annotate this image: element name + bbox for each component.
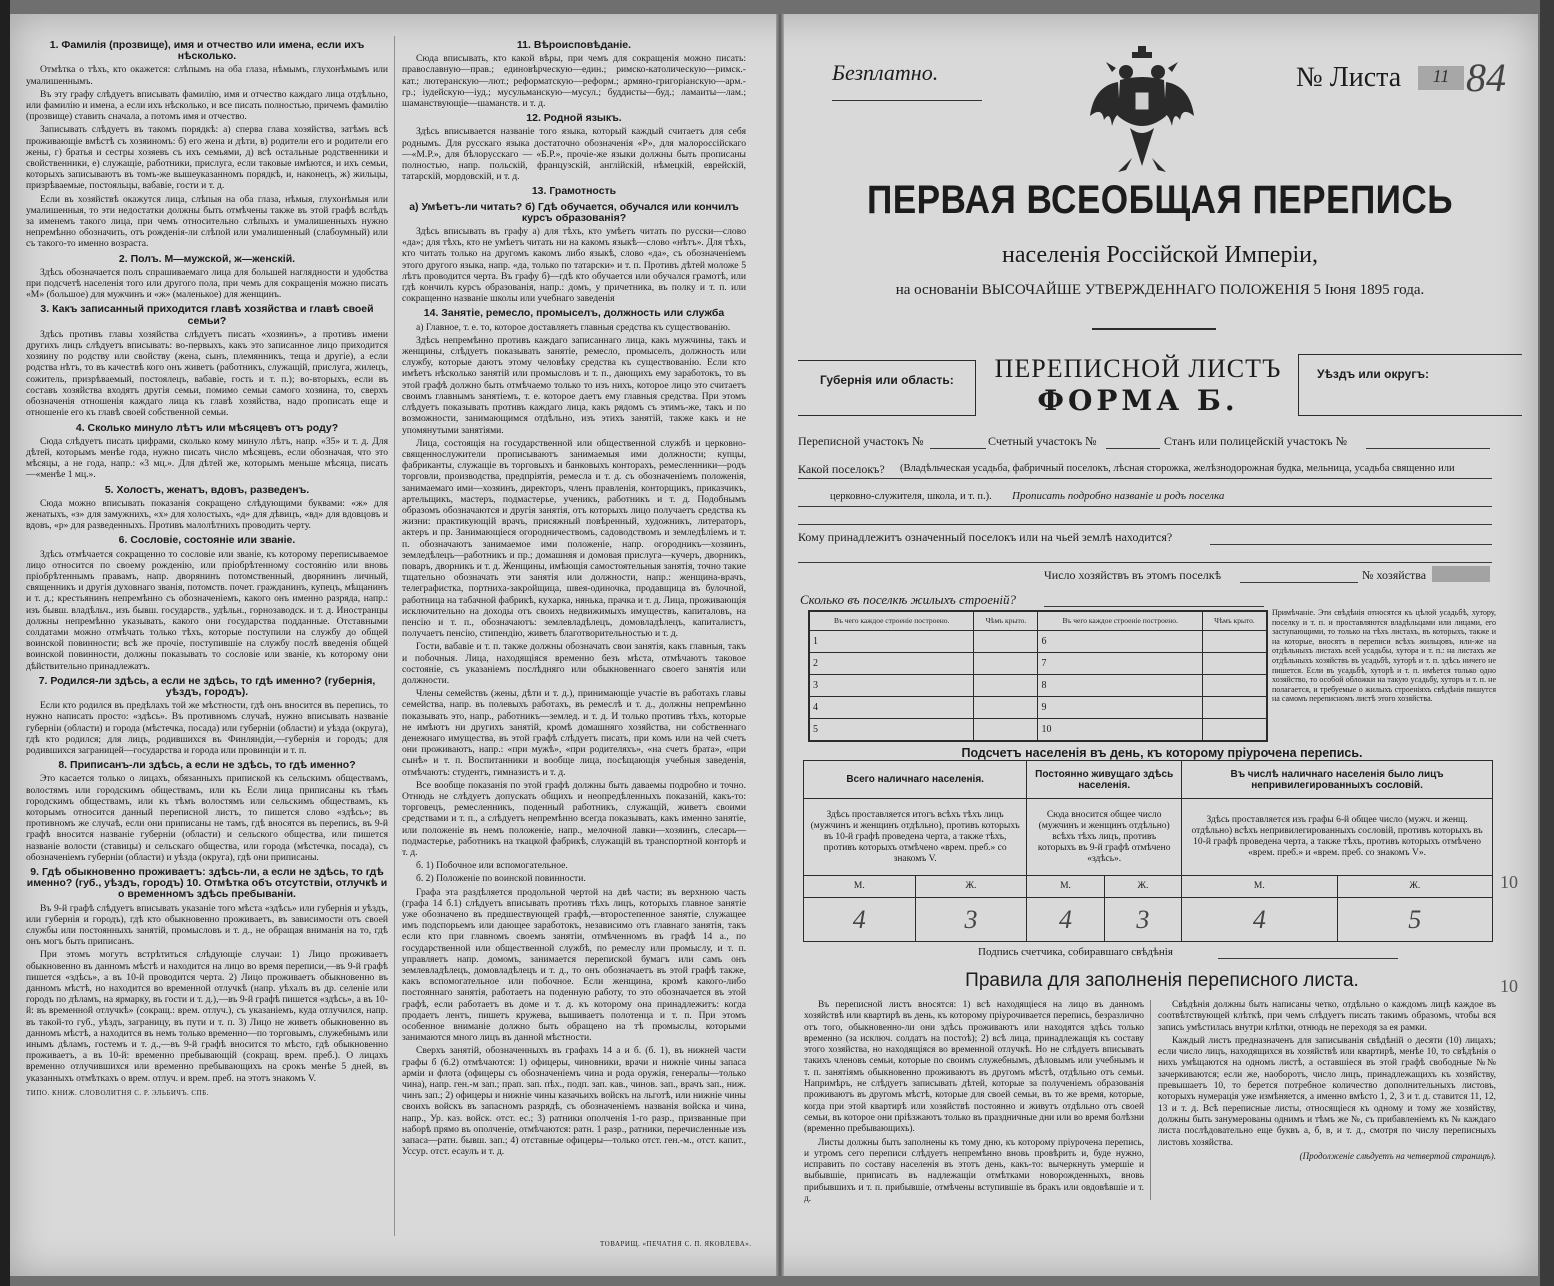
instruction-paragraph: Если въ хозяйствѣ окажутся лица, слѣпыя на оба глаза, нѣмыя, глухонѣмыя или умалишенныя, то эти недостатки должны быть отмѣчены также въ этой графѣ вслѣдъ за именемъ такого лица, при чемъ относительно слѣпыхъ и умалишенныхъ нужно непремѣнно обозначить, отъ рожденія-ли слѣпой или умалишенный (слабоумный) или съ такого-то именно возраста. — [26, 193, 388, 250]
rules-paragraph: Свѣдѣнія должны быть написаны четко, отдѣльно о каждомъ лицѣ каждое въ соотвѣтствующей клѣткѣ, при чемъ слѣдуетъ писать такимъ образомъ, чтобы вся запись умѣстилась внутри клѣтки, отнюдь не переходя за ея рамки. — [1158, 1000, 1496, 1033]
printer-imprint: ТОВАРИЩ. «ПЕЧАТНЯ С. П. ЯКОВЛЕВА». — [600, 1240, 752, 1248]
settlement-field-2[interactable] — [798, 524, 1492, 525]
instructions-column-1 — [26, 36, 388, 1101]
settlement-hint-2: церковно-служителя, школа, и т. п.). — [830, 491, 992, 502]
present-female-value[interactable]: 3 — [915, 897, 1027, 941]
sheet-number-value: 11 — [1418, 66, 1464, 90]
settlement-hint-3: Прописать подробно названіе и родъ поселка — [1012, 490, 1225, 502]
building-row: 1 — [810, 631, 974, 653]
instruction-paragraph: Все вообще показанія по этой графѣ должны быть даваемы подробно и точно. Отнюдь не слѣдуетъ допускать общихъ и неопредѣленныхъ показаній, какъ-то: торговецъ, ремесленникъ, поденный работникъ, служащій, живетъ своими средствами и т. п., а слѣдуетъ непремѣнно всегда показывать, какъ именно занятіе, или положеніе въ немъ положеніе, напр., мелочной лавки—хозяинъ, слесарь—подмастерье, работникъ на ткацкой фабрикѣ, служащій въ транспортной конторѣ и т. д. — [402, 779, 746, 859]
building-roof-cell[interactable] — [1202, 675, 1266, 697]
section-heading: 14. Занятіе, ремесло, промыселъ, должность или служба — [423, 307, 725, 320]
building-roof-cell[interactable] — [1202, 631, 1266, 653]
female-label: Ж. — [1104, 876, 1181, 898]
section-heading: 11. Вѣроисповѣданіе. — [516, 39, 632, 51]
section-heading: 7. Родился-ли здѣсь, а если не здѣсь, то гдѣ именно? (губернія, уѣздъ, городъ). — [38, 674, 376, 698]
building-row: 2 — [810, 653, 974, 675]
instruction-paragraph: Здѣсь вписывается названіе того языка, который каждый считаетъ для себя роднымъ. Для русскаго языка достаточно обозначенія «Р», для малороссійскаго—«М.Р.», для бѣлорусскаго — «Б.Р.», прочіе-же языки должны быть прописаны полностью, напр. польскій, французскій, англійскій, нѣмецкій, еврейскій, татарскій, мордовскій, и т. д. — [402, 126, 746, 183]
free-label: Безплатно. — [832, 60, 982, 101]
rules-right-column — [1158, 1000, 1496, 1162]
buildings-header-material: Въ чего каждое строеніе построено. — [810, 612, 974, 631]
instruction-paragraph: б. 2) Положеніе по воинской повинности. — [416, 873, 586, 885]
instruction-paragraph: Въ 9-й графѣ слѣдуетъ вписывать указаніе того мѣста «здѣсь» или губернія и уѣздъ, или губернія и городъ), гдѣ кто обыкновенно проживаетъ, въ зависимости отъ своей службы или постоянныхъ занятій, промысловъ и т. д., не обращая вниманія на то, гдѣ онъ могъ быть приписанъ. — [26, 902, 388, 948]
building-row: 5 — [810, 719, 974, 741]
section-heading: 2. Полъ. М—мужской, ж—женскій. — [118, 252, 296, 265]
instruction-paragraph: Сюда можно вписывать показанія сокращено слѣдующими буквами: «ж» для женатыхъ, «з» для замужнихъ, «х» для холостыхъ, «д» для дѣвицъ, «вд» для вдовцовъ и вдовъ, «р» для разведенныхъ. Противъ малолѣтнихъ проводить черту. — [26, 497, 388, 532]
province-field[interactable]: Губернія или область: — [798, 360, 976, 416]
instruction-paragraph: Члены семействъ (жены, дѣти и т. д.), принимающіе участіе въ работахъ главы семейства, напр. въ полевыхъ работахъ, въ ремеслѣ и т. д., должны непремѣнно показывать это, напр., работникъ—землед. и т. д. И только противъ тѣхъ, которые не имѣютъ ни другихъ занятій, кромѣ домашняго хозяйства, ни собственнаго денежнаго имущества, въ этой графѣ слѣдуетъ писать, при комъ или на чей счетъ они проживаютъ, напр.: «при мужѣ», «при родителяхъ», «на счетъ брата», «при сынѣ» и т. п. Воспитанники и вообще лица, посѣщающія учебныя заведенія, отмѣчаютъ: студентъ, гимназистъ и т. д. — [402, 688, 746, 778]
building-roof-cell[interactable] — [974, 719, 1038, 741]
rules-heading: Правила для заполненія переписного листа. — [965, 970, 1359, 991]
continued-note: (Продолженіе слѣдуетъ на четвертой страницѣ). — [1299, 1150, 1496, 1161]
building-row: 4 — [810, 697, 974, 719]
population-count-heading: Подсчетъ населенія въ день, къ которому пріурочена перепись. — [961, 746, 1363, 760]
printer-imprint: ТИПО. КНИЖ. СЛОВОЛИТНЯ С. Р. ЭЛЬБИЧЪ. СПБ. — [26, 1088, 209, 1097]
rules-paragraph: Каждый листъ предназначенъ для записыванія свѣдѣній о десяти (10) лицахъ; если число лицъ, находящихся въ хозяйствѣ или квартирѣ, менѣе 10, то свѣдѣнія о нихъ умѣщаются на одномъ листѣ, а оставшіеся въ этой графѣ свободные №№ зачеркиваются; если же, наоборотъ, число лицъ, принадлежащихъ къ хозяйству, превышаетъ 10, то берется потребное количество дополнительныхъ листовъ, которыхъ нумерація уже измѣняется, а именно вмѣсто 1, 2, 3 и т. д. ставится 11, 12, 13 и т. д. Всѣ переписные листы, относящіеся къ одному и тому же хозяйству, должны быть занумерованы однимъ и тѣмъ же №, съ прибавленіемъ къ № каждаго листа послѣдовательно еще буквъ а, б, в, и т. д., смотря по числу переписныхъ листовъ хозяйства. — [1158, 1035, 1496, 1148]
instruction-paragraph: Сюда вписывать, кто какой вѣры, при чемъ для сокращенія можно писать: православную—прав.; единовѣрческую—един.; римско-католическую—римск.-кат.; лютеранскую—лют.; реформатскую—реформ.; армяно-григоріанскую—арм.-гр.; іудейскую—іуд.; мусульманскую—мусул.; буддисты—буд.; ламаиты—лам.; шаманствующіе—шаманств. и т. д. — [402, 53, 746, 110]
page-title: ПЕРВАЯ ВСЕОБЩАЯ ПЕРЕПИСЬ — [866, 178, 1454, 222]
male-label: М. — [1027, 876, 1104, 898]
police-section-field[interactable] — [1366, 448, 1490, 449]
present-male-value[interactable]: 4 — [804, 897, 916, 941]
form-header — [798, 354, 1522, 426]
rules-paragraph: Въ переписной листъ вносятся: 1) всѣ находящіеся на лицо въ данномъ хозяйствѣ или квартирѣ въ день, къ которому пріурочивается перепись, безразлично отъ того, обыкновенно-ли они здѣсь проживаютъ или находятся здѣсь только временно (за исключ. солдатъ на постоѣ); 2) всѣ лица, принадлежащія къ составу этого хозяйства, но находящіяся во временной отлучкѣ. Но не слѣдуетъ вписывать такихъ членовъ семьи, которые по своимъ служебнымъ, дѣловымъ или учебнымъ и т. п. занятіямъ обыкновенно проживаютъ въ другомъ мѣстѣ, отдѣльно отъ семьи. Напримѣръ, не слѣдуетъ записывать дѣтей, которые за полученіемъ образованія проживаютъ въ другомъ мѣстѣ, которые для своей семьи, въ то же время, которые, когда при этой квартирѣ или хозяйствѣ постоянно и живутъ отдѣльно отъ своей семьи, въ которое они пріѣзжаютъ только въ праздничные дни или во время болѣзни (временно пребывающихъ). — [804, 1000, 1144, 1135]
settlement-field[interactable] — [798, 506, 1492, 507]
owner-question: Кому принадлежитъ означенный поселокъ или на чьей землѣ находится? — [798, 530, 1173, 544]
handwritten-sheet-number: 84 — [1466, 55, 1506, 100]
form-type: ФОРМА Б. — [1037, 384, 1239, 417]
building-roof-cell[interactable] — [1202, 653, 1266, 675]
left-edge — [0, 0, 10, 1286]
police-section-label: Станъ или полицейскій участокъ № — [1164, 434, 1348, 448]
census-section-label: Переписной участокъ № — [798, 434, 924, 448]
section-heading: 12. Родной языкъ. — [526, 112, 622, 125]
building-roof-cell[interactable] — [1202, 697, 1266, 719]
instruction-paragraph: Сверхъ занятій, обозначенныхъ въ графахъ 14 а и б. (б. 1), въ нижней части графы б (6.2) отмѣчаются: 1) офицеры, чиновники, врачи и нижніе чины запаса арміи и флота (офицеры съ обозначеніемъ чина и рода оружія, генералы—только чина), напр. ген.-м зап.; прап. зап. пѣх., подп. зап. кав., чинов. зап., врачъ зап., ниж. чинъ зап.; 2) офицеры и нижніе чины казачьихъ войскъ на льготѣ, или нижніе чины своихъ войскъ въ запасномъ разрядѣ, съ обозначеніемъ названія войска и чина, напр., Ур. каз. войск. отст. ес.; 3) ратники ополченія 1-го разр., призванные при наборѣ прямо въ ополченіе, отмѣчаются: ратн. 1 разр., ратники, перечисленные изъ запаса—ратн. бывш. зап.; 4) отставные офицеры—только отст. ген.-м., отст. капит., Уссур. отст. есаулъ и т. д. — [402, 1045, 746, 1158]
rules-paragraph: Листы должны быть заполнены къ тому дню, къ которому пріурочена перепись, и утромъ сего переписи слѣдуетъ непремѣнно вновь провѣрить и, буде нужно, исправить по составу населенія въ этотъ день, какъ-то: вычеркнуть умершіе и выбывшіе, приписать въ надлежащіи отмѣтками новорожденныхъ, вновь прибывшихъ и т. п. прибывшіе, отмѣчены вступившіе въ бракъ или овдовѣвшіе и т. д. — [804, 1137, 1144, 1205]
instruction-paragraph: а) Главное, т. е. то, которое доставляетъ главныя средства къ существованію. — [416, 321, 731, 333]
present-population-desc: Здѣсь проставляется итогъ всѣхъ тѣхъ лицъ (мужчинъ и женщинъ отдѣльно), противъ которыхъ въ 10-й графѣ проведена черта, а также тѣхъ, противъ которыхъ отмѣчено «врем. преб.» со знакомъ V. — [804, 799, 1027, 876]
section-heading: 9. Гдѣ обыкновенно проживаетъ: здѣсь-ли, а если не здѣсь, то гдѣ именно? (губ., уѣздъ, городъ) 10. Отмѣтка объ отсутствіи, отлучкѣ и о временномъ здѣсь пребываніи. — [26, 866, 388, 901]
page-fold — [776, 14, 784, 1276]
present-population-header: Всего наличнаго населенія. — [804, 761, 1027, 799]
households-count-label: Число хозяйствъ въ этомъ поселкѣ — [1044, 568, 1222, 582]
male-label: М. — [1182, 876, 1337, 898]
building-roof-cell[interactable] — [974, 653, 1038, 675]
form-title-block — [978, 354, 1298, 417]
buildings-header-roof: Чѣмъ крыто. — [1202, 612, 1266, 631]
buildings-note: Примѣчаніе. Эти свѣдѣнія относятся къ цѣлой усадьбѣ, хутору, поселку и т. п. и проставляются владѣльцами или лицами, его заступающими, то только на тѣхъ листахъ, въ которыхъ, также и на которые, вносятъ в переписи всѣхъ жильцовъ, или-же на отдѣльныхъ листахъ всей усадьбы, хутора и т. п.: на листахъ же отдѣльныхъ хозяйствъ въ усадьбѣ, хуторѣ и т. п. здѣсь ничего не пишется. Если въ усадьбѣ, хуторѣ и т. п. имѣется только одно хозяйство, то особой обложки на такую усадьбу, хуторъ и т. п. не полагается, и требуемые о жилыхъ строеніяхъ свѣдѣнія пишутся на самомъ переписномъ листѣ этого хозяйства. — [1272, 608, 1496, 704]
settlement-hint-1: (Владѣльческая усадьба, фабричный поселокъ, лѣсная сторожка, желѣзнодорожная будка, мельница, усадьба священно или — [900, 463, 1455, 474]
form-title: ПЕРЕПИСНОЙ ЛИСТЪ — [994, 354, 1282, 383]
building-row: 8 — [1038, 675, 1202, 697]
instruction-paragraph: б. 1) Побочное или вспомогательное. — [416, 860, 568, 872]
instruction-paragraph: Если кто родился въ предѣлахъ той же мѣстности, гдѣ онъ вносится въ перепись, то нужно написать просто: «здѣсь». Въ противномъ случаѣ, нужно вписывать названіе губерніи (области) и города (мѣстечка, посада) или губерніи (области) и уѣзда (округа), гдѣ кто родился; для лицъ, родившихся въ Финляндіи,—губернія и городъ; для родившихся заграницей—государства и города или провинціи и т. п. — [26, 700, 388, 756]
instruction-paragraph: Гости, вабавіе и т. п. также должны обозначать свои занятія, какъ главныя, такъ и побочныя. Лица, находящіяся временно безъ мѣста, отмѣчаютъ таковое состояніе, съ указаніемъ послѣдняго или обыкновеннаго своего занятія или должности. — [402, 641, 746, 686]
female-label: Ж. — [915, 876, 1027, 898]
building-row: 9 — [1038, 697, 1202, 719]
nonprivileged-desc: Здѣсь проставляется изъ графы 6-й общее число (мужч. и женщ. отдѣльно) всѣхъ непривилегированныхъ сословій, противъ которыхъ въ 10-й графѣ проведена черта, а также тѣхъ, противъ которыхъ отмѣчено «врем. преб.» и «врем. преб. со знакомъ V». — [1182, 799, 1493, 876]
building-roof-cell[interactable] — [974, 697, 1038, 719]
building-row: 7 — [1038, 653, 1202, 675]
instruction-paragraph: Здѣсь отмѣчается сокращенно то сословіе или званіе, къ которому переписываемое лицо относится по своему рожденію, или пріобрѣтенному состоянію или вновь пріобрѣтеннымъ правамъ, напр. дворянинъ потомственный, дворянинъ личный, священникъ и другія духовнаго званія, потомств. почет. гражданинъ, купецъ, мѣщанинъ и т. д.; крестьянинъ непремѣнно съ обозначеніемъ, какого онъ именно разряда, напр.: изъ бывш. владѣльч., изъ бывш. государств., удѣльн., горнозаводск. и т. д. Иностранцы должны непремѣнно указывать, какого они государства подданные. Отставными солдатами можно отмѣчать только тѣхъ, которые поступили на службу до общей воинской повинности; всѣ же прочіе, поступившіе на службу послѣ введенія общей воинской повинности, должны показывать то сословіе или званіе, къ которому они дѣйствительно принадлежатъ. — [26, 548, 388, 672]
building-row: 6 — [1038, 631, 1202, 653]
count-section-label: Счетный участокъ № — [988, 434, 1097, 448]
buildings-question: Сколько въ поселкѣ жилыхъ строеній? — [800, 592, 1017, 607]
section-heading: 5. Холостъ, женатъ, вдовъ, разведенъ. — [104, 483, 310, 496]
resident-female-value[interactable]: 3 — [1104, 897, 1181, 941]
instruction-paragraph: Отмѣтка о тѣхъ, кто окажется: слѣпымъ на оба глаза, нѣмымъ, глухонѣмымъ или умалишеннымъ. — [26, 64, 388, 87]
instructions-column-2 — [402, 36, 746, 1160]
nonprivileged-female-value[interactable]: 5 — [1337, 897, 1492, 941]
legal-basis: на основаніи ВЫСОЧАЙШЕ УТВЕРЖДЕННАГО ПОЛОЖЕНІЯ 5 Іюня 1895 года. — [895, 282, 1425, 298]
enumerator-signature-label: Подпись счетчика, собиравшаго свѣдѣнія — [978, 946, 1173, 958]
sheet-number-label: № Листа — [1296, 62, 1402, 93]
building-roof-cell[interactable] — [974, 675, 1038, 697]
section-heading: 13. Грамотность — [531, 185, 617, 198]
owner-field[interactable] — [1210, 544, 1492, 545]
district-field[interactable]: Уѣздъ или округъ: — [1298, 354, 1522, 416]
column-divider — [394, 36, 395, 1236]
section-heading: 6. Сословіе, состояніе или званіе. — [118, 534, 296, 547]
male-label: М. — [804, 876, 916, 898]
rules-left-column — [804, 1000, 1144, 1207]
household-number-field[interactable] — [1432, 566, 1490, 582]
section-heading: 1. Фамилія (прозвище), имя и отчество или имена, если ихъ нѣсколько. — [49, 39, 365, 63]
census-section-field[interactable] — [930, 448, 986, 449]
owner-field-2[interactable] — [798, 562, 1492, 563]
title-rule — [1092, 328, 1216, 330]
households-count-field[interactable] — [1240, 582, 1358, 583]
section-heading: 8. Приписанъ-ли здѣсь, а если не здѣсь, то гдѣ именно? — [58, 759, 356, 772]
instruction-paragraph: Здѣсь непремѣнно противъ каждаго записаннаго лица, какъ мужчины, такъ и женщины, слѣдуетъ показывать занятіе, ремесло, промыселъ, должность или службу, которые даютъ этому человѣку средства къ существованію. Если кто имѣетъ нѣсколько занятій или промысловъ и т. п., дающихъ ему заработокъ, то въ этой графѣ должно быть отмѣчаемо только то изъ нихъ, которое лицо это считаетъ своимъ главнымъ занятіемъ, т. е. которое даетъ ему главныя средства. При этомъ слѣдуетъ показывать противъ каждаго лица, какъ рядомъ съ этимъ-же, такъ и по возможности, занимающимся отдѣльно, изъ этихъ занятій, также какъ и не упомянутыми занятіями. — [402, 334, 746, 436]
section-heading: а) Умѣетъ-ли читать? б) Гдѣ обучается, обучался или кончилъ курсъ образованія? — [409, 200, 739, 224]
settlement-question: Какой поселокъ? — [798, 462, 885, 476]
nonprivileged-male-value[interactable]: 4 — [1182, 897, 1337, 941]
building-row: 10 — [1038, 719, 1202, 741]
instruction-paragraph: Здѣсь вписывать въ графу а) для тѣхъ, кто умѣетъ читать по русски—слово «да»; для тѣхъ, кто не умѣетъ читать ни на какомъ языкѣ—слово «нѣтъ». Для тѣхъ, кто читать только на другомъ какомъ либо языкѣ, слово «да», съ обозначеніемъ этого другого языка, напр. «да, только по татарски» и т. п. Противъ дѣтей моложе 5 лѣтъ проводится черта. Въ графу б)—гдѣ кто обучается или обучался грамотѣ, или гдѣ кончилъ курсъ образованія, напр.: домъ, у причетника, въ полку и т. п. или сокращенно названіе школы или учебнаго заведенія — [402, 226, 746, 305]
section-heading: 4. Сколько минуло лѣтъ или мѣсяцевъ отъ роду? — [75, 421, 339, 434]
instruction-paragraph: Это касается только о лицахъ, обязанныхъ припиской къ сельскимъ обществамъ, волостямъ или городскимъ обществамъ, или къ Если лица приписаны къ тѣмъ городскимъ обществамъ, или къ тѣмъ волостямъ или сельскимъ обществамъ, къ которымъ относится данный переписной листъ, то пишется слово «здѣсь»; въ противномъ же случаѣ, если они приписаны не тамъ, гдѣ вносятся въ перепись, въ 9-й графѣ вносится названіе губерніи (области) и сельского общества, или пишется названіе волости (ставицы) и сельскаго общества, или города (мѣстечка, посада), съ обозначеніемъ губерніи (области) и уѣзда (округа), гдѣ они приписаны. — [26, 773, 388, 863]
buildings-header-roof: Чѣмъ крыто. — [974, 612, 1038, 631]
building-roof-cell[interactable] — [1202, 719, 1266, 741]
buildings-table — [808, 610, 1268, 742]
nonprivileged-header: Въ числѣ наличнаго населенія было лицъ непривилегированныхъ сословій. — [1182, 761, 1493, 799]
right-edge — [1540, 0, 1554, 1286]
count-section-field[interactable] — [1106, 448, 1160, 449]
margin-mark: 10 — [1500, 976, 1518, 996]
section-heading: 3. Какъ записанный приходится главѣ хозяйства и главѣ своей семьи? — [40, 303, 374, 327]
signature-field[interactable] — [1218, 958, 1398, 959]
household-number-label: № хозяйства — [1362, 568, 1427, 582]
page-subtitle: населенія Россійской Имперіи, — [1002, 242, 1318, 268]
margin-mark: 10 — [1500, 872, 1518, 892]
female-label: Ж. — [1337, 876, 1492, 898]
instruction-paragraph: Здѣсь обозначается полъ спрашиваемаго лица для большей наглядности и удобства при подсчетѣ населенія того или другого пола, при чемъ для сокращенія можно писать «М» (большое) для мужчинъ и «ж» (маленькое) для женщинъ. — [26, 266, 388, 301]
instruction-paragraph: Графа эта раздѣляется продольной чертой на двѣ части; въ верхнюю часть (графа 14 б.1) слѣдуетъ вписывать противъ тѣхъ лицъ, которыхъ главное занятіе уже обозначено въ предшествующей графѣ,—второстепенное занятіе, служащее имъ подспорьемъ или дающее заработокъ, независимо отъ главнаго занятія, такъ если кто при главномъ своемъ занятіи, отмѣченномъ въ графѣ 14 а., по государственной или общественной службѣ, по ремеслу или промыслу, и т. п. управляетъ напр. домомъ, занимается перепиской бумагъ или самъ онъ землевладѣлецъ, домовладѣлецъ и т. д., то онъ обозначаетъ въ этой графѣ также, какъ вспомогательное или побочное. Если женщина, кромѣ какого-либо постояннаго занятія, работаетъ на поденную работу, то это обозначается въ этой графѣ, если работаетъ въ доме и т. д. къ которому она принадлежитъ: когда продаетъ лентъ, пишетъ кружева, вышиваетъ полотенца и т. п. При этомъ особенное вниманіе должно быть обращено на тѣ промыслы, которыми занимаются много лицъ въ данной мѣстности. — [402, 886, 746, 1044]
instruction-paragraph: Записывать слѣдуетъ въ такомъ порядкѣ: а) сперва глава хозяйства, затѣмъ всѣ проживающіе вмѣстѣ съ хозяиномъ: б) его жена и дѣти, в) родители его и родители его жены, г) братья и сестры хозяевъ съ ихъ семьями, д) всѣ остальные родственники и свойственники, е) служащіе, работники, прислуга, если таковые имѣются, и ихъ семьи, которыхъ записываютъ въ томъ-же вышеуказанномъ порядкѣ, и, наконецъ, ж) жильцы, призрѣваемые, постояльцы, вабавіе, гости и т. д. — [26, 124, 388, 192]
buildings-field[interactable] — [1044, 606, 1264, 607]
instruction-paragraph: Въ эту графу слѣдуетъ вписывать фамилію, имя и отчество каждаго лица отдѣльно, или фамилію и имена, а если ихъ нѣсколько, и все писать полностью, причемъ фамилію (прозвище) ставить сначала, а потомъ имя и отчество. — [26, 88, 388, 123]
instruction-paragraph: Лица, состоящія на государственной или общественной службѣ и церковно-священнослужители прописываютъ занимаемыя ими должности; купцы, фабриканты, служащіе въ торговыхъ и банковыхъ конторахъ, ремесленники—родъ торговли, производства, предпріятія, ремесла и т. д. съ обозначеніемъ положенія, занимаемаго ими—хозяинъ, директоръ, членъ правленія, конторщикъ, приказчикъ, артельщикъ, мастеръ, подмастерье, ученикъ, работникъ и т. д. Подобнымъ образомъ обозначаются и другія занятія, отъ которыхъ лицо получаетъ средства къ жизни: практикующій врачъ, присяжный повѣренный, художникъ, литераторъ, актеръ и пр. Занимающіеся огородничествомъ, садоводствомъ и земледѣліемъ и т. п. обозначаютъ занимаемое ими положеніе, напр. огородникъ—хозяинъ, земледѣлецъ—работникъ и пр.; домашняя и домовая прислуга—кучеръ, дворникъ, поваръ, дворникъ и т. д. Женщины, имѣющія самостоятельныя занятія, точно такие тщательно обозначать эти занятія или должности, напр.: женщина-врачъ, телеграфистка, портниха-закройщица, швея-одиночка, продавщица въ булочной, работница на табачной фабрикѣ, кухарка, нянька, прачка и т. д. Лица, проживающія исключительно на доходы отъ своихъ недвижимыхъ имуществъ, капиталовъ, на пенсію и т. п., обозначаютъ: землевладѣлецъ, домовладѣлецъ, капиталистъ, получаетъ пенсію, стипендію, живетъ благотворительностью и т. д. — [402, 437, 746, 640]
resident-population-desc: Сюда вносится общее число (мужчинъ и женщинъ отдѣльно) всѣхъ тѣхъ лицъ, противъ которыхъ въ 9-й графѣ отмѣчено «здѣсь». — [1027, 799, 1182, 876]
instruction-paragraph: Сюда слѣдуетъ писать цифрами, сколько кому минуло лѣтъ, напр. «35» и т. д. Для дѣтей, которымъ менѣе года, нужно писать число мѣсяцевъ, если обозначая, что это мѣсяцы, а не года, напр.: «3 мц.». Для дѣтей же, которымъ меньше мѣсяца, писать—«менѣе 1 мц.». — [26, 435, 388, 481]
settlement-line-1 — [798, 478, 1492, 479]
building-row: 3 — [810, 675, 974, 697]
resident-population-header: Постоянно живущаго здѣсь населенія. — [1027, 761, 1182, 799]
buildings-header-material: Въ чего каждое строеніе построено. — [1038, 612, 1202, 631]
rules-divider — [1150, 1000, 1151, 1200]
building-roof-cell[interactable] — [974, 631, 1038, 653]
double-headed-eagle-icon — [1086, 46, 1198, 180]
resident-male-value[interactable]: 4 — [1027, 897, 1104, 941]
population-count-table — [803, 760, 1493, 942]
instruction-paragraph: При этомъ могутъ встрѣтиться слѣдующіе случаи: 1) Лицо проживаетъ обыкновенно въ данномъ мѣстѣ и находится на лицо во время переписи,—въ 9-й графѣ пишется «здѣсь», а въ 10-й проводится черта. 2) Лицо проживаетъ обыкновенно въ данномъ мѣстѣ, но находится во временной отлучкѣ (напр. уѣхалъ въ др. селеніе или городъ по дѣламъ, на ярмарку, въ гости и т. д.),—въ 9-й графѣ пишется «здѣсь», а въ 10-й: въ временной отлучкѣ» (сокращ.: врем. отлуч.), съ указаніемъ, куда отлучился, напр. въ такой-то губ., уѣздъ, заграницу, въ пути и т. п. 3) Лицо не живетъ обыкновенно въ данномъ мѣстѣ, а находится въ немъ только временно—по торговымъ, служебнымъ или инымъ дѣламъ, гостемъ и т. д.,—въ 9-й графѣ вносится то мѣсто, гдѣ обыкновенно проживаетъ, а въ 10-й: временно пребывающій (сокращ. врем. преб.). О лицахъ временно отлучившихся или временно пребывающихъ на срокъ менѣе 5 дней, въ указанныхъ отмѣткахъ о врем. отлуч. и врем. преб. на этотъ знакомъ V. — [26, 949, 388, 1084]
instruction-paragraph: Здѣсь противъ главы хозяйства слѣдуетъ писать «хозяинъ», а противъ имени другихъ лицъ слѣдуетъ вписывать: во-первыхъ, какъ это записанное лицо приходится хозяину по родству или свойству (жена, сынъ, племянникъ, теща и другіе), а если родства нѣтъ, то въ качествѣ кого онъ живетъ (работникъ, служащій, прислуга, жилецъ, сожитель, призрѣваемый, постоялецъ, вабавіе, гость и т. п.); во-вторыхъ, если въ составъ хозяйства входятъ другія семьи, помимо семьи самого хозяина, то, сверхъ обозначенія отношенія каждаго лица къ главѣ хозяйства, надо прописать еще и отношеніе его къ главѣ своей собственной семьи. — [26, 328, 388, 419]
